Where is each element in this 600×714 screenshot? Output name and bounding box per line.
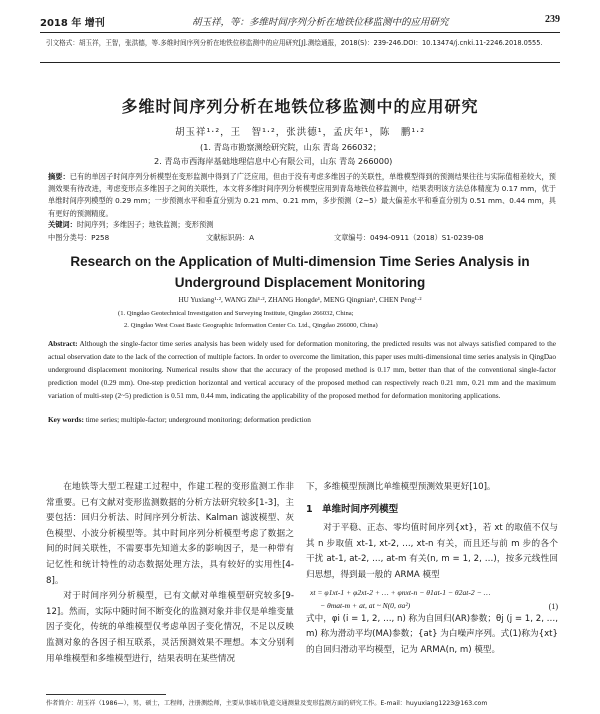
header-journal-year: 2018 年 增刊 (40, 18, 105, 29)
authors-en: HU Yuxiang¹·², WANG Zhi¹·², ZHANG Hongde¹, MENG Qingnian¹, CHEN Peng¹·² (178, 296, 422, 304)
affiliation-en-1: (1. Qingdao Geotechnical Investigation and Surveying Institute, Qingdao 266032, China; (118, 310, 354, 317)
keywords-en-text: time series; multiple-factor; underground monitoring; deformation prediction (85, 415, 311, 424)
right-column (306, 480, 558, 658)
equation-1-line-1: xt = φ1xt-1 + φ2xt-2 + … + φnxt-n − θ1at-1 − θ2at-2 − … (310, 587, 491, 597)
intro-paragraph-2: 对于时间序列分析模型，已有文献对单维模型研究较多[9-12]。然而，实际中随时间不断变化的监测对象并非仅是单维变量因子变化，传统的单维模型仅考虑单因子变化情况，不足以反映监测对象的各因子相互联系，灵活预测效果不理想。本文分别利用单维模型和多维模型进行，结果表明在某些情况 (46, 591, 294, 664)
title-cn: 多维时间序列分析在地铁位移监测中的应用研究 (121, 97, 479, 116)
header-page-number: 239 (545, 14, 560, 25)
keywords-cn-text: 时间序列；多维因子；地铁监测；变形预测 (76, 220, 214, 229)
article-number: 文章编号：0494-0911（2018）S1-0239-08 (334, 233, 484, 242)
section-1-paragraph-1: 对于平稳、正态、零均值时间序列{xt}，若 xt 的取值不仅与其 n 步取值 xt-1, xt-2, …, xt-n 有关，而且还与前 m 步的各个干扰 at-1, at-2, …, at-m 有关(n, m = 1, 2, …)，按多元线性回归思想，得到最一般的 ARMA 模型 (306, 523, 558, 580)
equation-1-line-2: − θmat-m + at, at ~ N(0, σa²) (320, 600, 411, 610)
left-column (46, 480, 294, 667)
section-title-1: 1 单维时间序列模型 (306, 503, 399, 515)
abstract-cn-text: 已有的单因子时间序列分析模型在变形监测中得到了广泛应用，但由于没有考虑多维因子的关联性，单维模型得到的预测结果往往与实际值相差较大，预测效果有待改进，考虑变形点多维因子之间的关联性，本文将多维时间序列分析模型应用到青岛地铁位移监测中，结果表明该方法总体精度为 0.17 mm，优于单维时间序列模型的 0.29 mm；一步预测水平和垂直分别为 0.21 mm、0.21 mm，多步预测（2~5）最大偏差水平和垂直分别为 0.51 mm、0.44 mm，具有更好的预测精度。 (48, 172, 556, 218)
author-footnote: 作者简介：胡玉祥（1986—），男，硕士，工程师，注册测绘师，主要从事城市轨道交通测量及变形监测方面的研究工作。E-mail：huyuxiang1223@163.com (46, 700, 488, 707)
clc-number: 中图分类号：P258 (48, 233, 110, 242)
document-code: 文献标识码：A (206, 233, 255, 242)
footnote-rule (46, 694, 166, 695)
citation-rule (40, 62, 560, 63)
abstract-en (48, 337, 556, 402)
equation-1-number: (1) (548, 601, 558, 611)
keywords-cn (48, 219, 556, 231)
title-en: Research on the Application of Multi-dimension Time Series Analysis in Underground Displacement Monitoring (70, 254, 530, 290)
keywords-en-label: Key words: (48, 415, 84, 424)
header-rule (40, 32, 560, 33)
intro-paragraph-3: 下，多维模型预测比单维模型预测效果更好[10]。 (306, 482, 496, 492)
abstract-en-text: Although the single-factor time series analysis has been widely used for deformation monitoring, the predicted results was not always satisfied compared to the actual observation date to the lack of the correction of multiple factors. In order to overcome the limitation, this paper uses multi-dimensional time series analysis in QingDao underground displacement monitoring. Numerical results show that the accuracy of the proposed method is 0.17 mm, better than that of the conventional single-factor prediction model (0.29 mm). One-step prediction horizontal and vertical accuracy of the proposed method can respectively reach 0.21 mm, 0.21 mm and the maximum variation of multi-step (2~5) prediction is 0.51 mm, 0.44 mm, indicating the applicability of the proposed method for deformation monitoring applications. (48, 339, 557, 400)
abstract-en-label: Abstract: (48, 339, 78, 348)
abstract-cn (48, 171, 556, 220)
header-running-title: 胡玉祥，等：多维时间序列分析在地铁位移监测中的应用研究 (192, 17, 449, 28)
citation-format: 引文格式：胡玉祥，王智，张洪德，等.多维时间序列分析在地铁位移监测中的应用研究[J].测绘通报，2018(S)：239-246.DOI：10.13474/j.cnki.11-2246.2018.0555. (46, 39, 543, 47)
affiliation-cn-1: (1. 青岛市勘察测绘研究院，山东 青岛 266032； (200, 142, 382, 152)
affiliation-en-2: 2. Qingdao West Coast Basic Geographic Information Center Co. Ltd., Qingdao 266000, China) (124, 322, 378, 329)
section-1-paragraph-2: 式中，φi (i = 1, 2, …, n) 称为自回归(AR)参数；θj (j = 1, 2, …, m) 称为滑动平均(MA)参数；{at} 为白噪声序列。式(1)称为{xt}的自回归滑动平均模型，记为 ARMA(n, m) 模型。 (306, 613, 558, 655)
intro-paragraph-1: 在地铁等大型工程建工过程中，作建工程的变形监测工作非常重要。已有文献对变形监测数据的分析方法研究较多[1-3]，主要包括：回归分析法、时间序列分析法、Kalman 滤波模型、灰色模型、小波分析模型等。其中时间序列分析模型考虑了数据之间的时间关联性，不需要事先知道太多的影响因子，是一种带有记忆性和统计特性的动态数据处理方法，具有较好的实用性[4-8]。 (46, 482, 294, 586)
keywords-cn-label: 关键词： (48, 220, 77, 229)
authors-cn: 胡玉祥¹·²，王 智¹·²，张洪德¹，孟庆年¹，陈 鹏¹·² (174, 127, 426, 138)
abstract-cn-label: 摘要： (48, 172, 70, 181)
affiliation-cn-2: 2. 青岛市西海岸基础地理信息中心有限公司，山东 青岛 266000) (154, 156, 393, 166)
keywords-en (48, 414, 556, 426)
